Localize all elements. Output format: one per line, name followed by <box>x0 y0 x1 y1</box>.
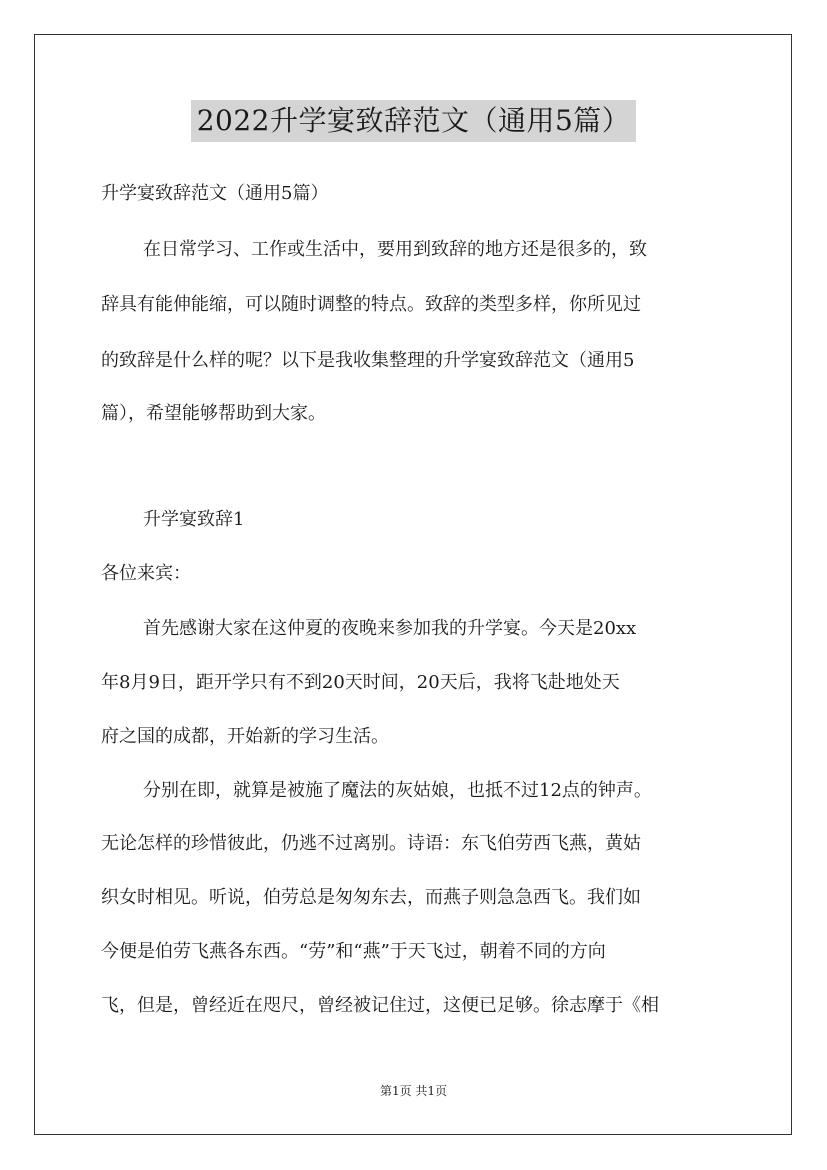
title-container <box>0 100 827 142</box>
para2-line-5: 飞，但是，曾经近在咫尺，曾经被记住过，这便已足够。徐志摩于《相 <box>101 995 659 1016</box>
section-heading: 升学宴致辞1 <box>143 509 245 530</box>
page-number: 第1页 共1页 <box>379 1084 448 1098</box>
para1-line-1: 首先感谢大家在这仲夏的夜晚来参加我的升学宴。今天是20xx <box>143 618 637 639</box>
intro-line-1: 在日常学习、工作或生活中，要用到致辞的地方还是很多的，致 <box>143 239 647 260</box>
para2-line-4: 今便是伯劳飞燕各东西。“劳”和“燕”于天飞过，朝着不同的方向 <box>101 941 606 962</box>
para2-line-2: 无论怎样的珍惜彼此，仍逃不过离别。诗语：东飞伯劳西飞燕，黄姑 <box>101 833 641 854</box>
intro-line-4: 篇），希望能够帮助到大家。 <box>101 403 326 424</box>
document-title: 2022升学宴致辞范文（通用5篇） <box>191 100 637 142</box>
para2-line-1: 分别在即，就算是被施了魔法的灰姑娘，也抵不过12点的钟声。 <box>143 780 652 801</box>
para1-line-3: 府之国的成都，开始新的学习生活。 <box>101 726 389 747</box>
intro-line-2: 辞具有能伸能缩，可以随时调整的特点。致辞的类型多样，你所见过 <box>101 294 641 315</box>
para1-line-2: 年8月9日，距开学只有不到20天时间，20天后，我将飞赴地处天 <box>101 672 620 693</box>
salutation: 各位来宾： <box>101 563 191 584</box>
document-subtitle: 升学宴致辞范文（通用5篇） <box>101 183 329 204</box>
intro-line-3: 的致辞是什么样的呢？以下是我收集整理的升学宴致辞范文（通用5 <box>101 350 635 371</box>
para2-line-3: 织女时相见。听说，伯劳总是匆匆东去，而燕子则急急西飞。我们如 <box>101 887 641 908</box>
